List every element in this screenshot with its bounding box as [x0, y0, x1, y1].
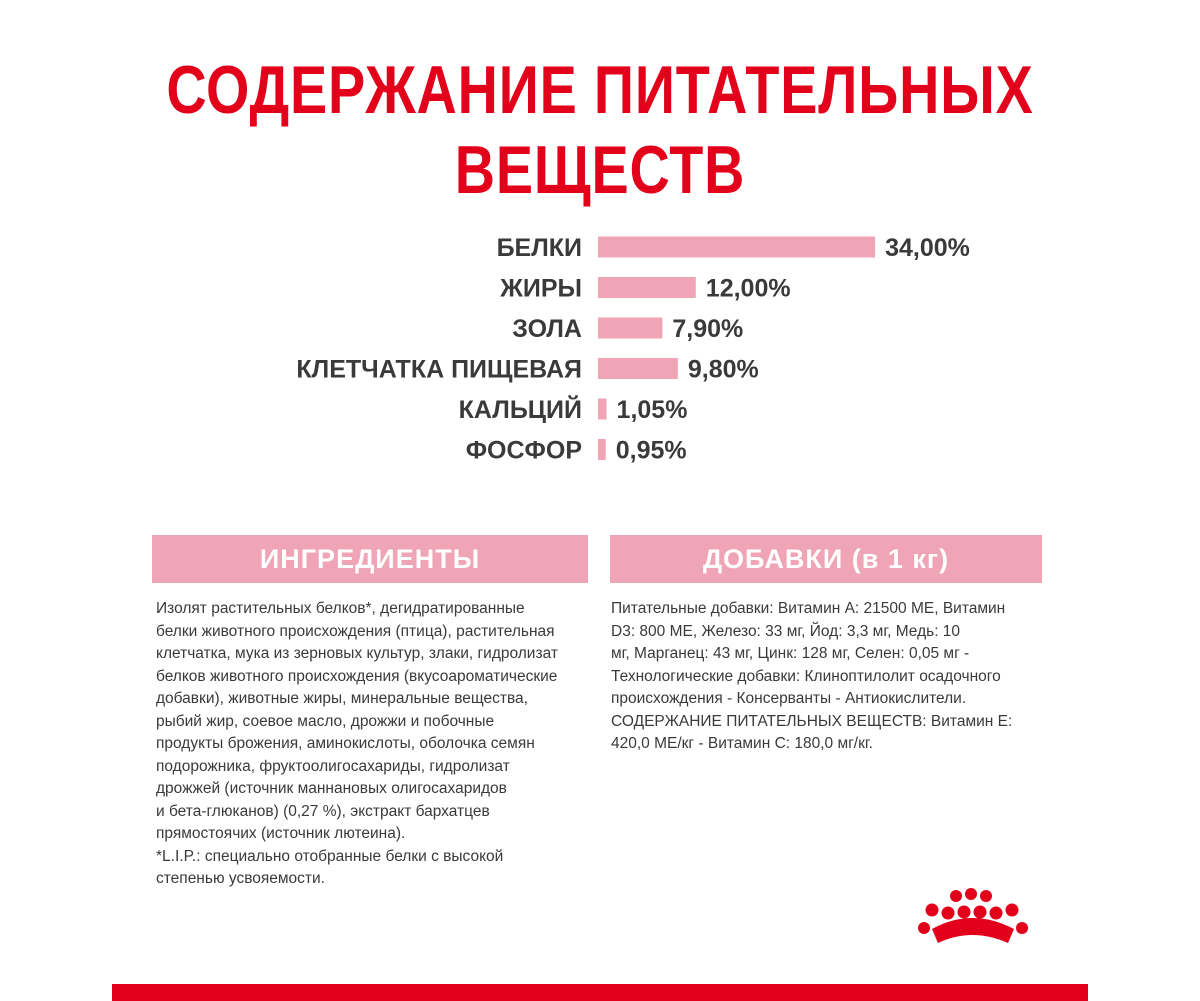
- bar: [598, 358, 678, 379]
- category-label: КЛЕТЧАТКА ПИЩЕВАЯ: [296, 355, 582, 384]
- bar: [598, 318, 662, 339]
- bar: [598, 237, 875, 258]
- value-label: 12,00%: [705, 274, 791, 303]
- ingredients-header: ИНГРЕДИЕНТЫ: [152, 535, 588, 583]
- bar: [598, 439, 606, 460]
- value-label: 0,95%: [615, 436, 687, 465]
- crown-icon: [912, 885, 1042, 955]
- value-label: 7,90%: [672, 315, 744, 343]
- category-label: ЖИРЫ: [500, 274, 582, 303]
- category-label: ЗОЛА: [512, 315, 582, 343]
- bar: [598, 277, 696, 298]
- title-line-1: СОДЕРЖАНИЕ ПИТАТЕЛЬНЫХ: [166, 52, 1034, 128]
- page-title: [108, 50, 1092, 210]
- bottom-brand-bar: [112, 984, 1088, 1001]
- value-label: 34,00%: [885, 234, 970, 262]
- title-line-2: ВЕЩЕСТВ: [454, 132, 746, 208]
- bar: [598, 399, 607, 420]
- category-label: БЕЛКИ: [496, 234, 582, 262]
- additives-header: ДОБАВКИ (в 1 кг): [610, 535, 1042, 583]
- value-label: 1,05%: [616, 396, 688, 424]
- nutrient-bar-chart: [0, 225, 1200, 475]
- ingredients-text: Изолят растительных белков*, дегидратированные белки животного происхождения (птица), растительная клетчатка, мука из зерновых культур, злаки, гидролизат белков животного происхождения (вкусоароматические добавки), животные жиры, минеральные вещества, рыбий жир, соевое масло, дрожжи и побочные продукты брожения, аминокислоты, оболочка семян подорожника, фруктоолигосахариды, гидролизат дрожжей (источник маннановых олигосахаридов и бета-глюканов) (0,27 %), экстракт бархатцев прямостоячих (источник лютеина). *L.I.P.: специально отобранные белки с высокой степенью усвояемости.: [156, 600, 558, 887]
- value-label: 9,80%: [687, 355, 759, 384]
- additives-text: Питательные добавки: Витамин А: 21500 МЕ, Витамин D3: 800 МЕ, Железо: 33 мг, Йод: 3,3 мг, Медь: 10 мг, Марганец: 43 мг, Цинк: 128 мг, Селен: 0,05 мг - Технологические добавки: Клиноптилолит осадочного происхождения - Консерванты - Антиокислители. СОДЕРЖАНИЕ ПИТАТЕЛЬНЫХ ВЕЩЕСТВ: Витамин Е: 420,0 МЕ/кг - Витамин С: 180,0 мг/кг.: [611, 600, 1013, 752]
- category-label: ФОСФОР: [465, 436, 582, 465]
- category-label: КАЛЬЦИЙ: [458, 396, 582, 424]
